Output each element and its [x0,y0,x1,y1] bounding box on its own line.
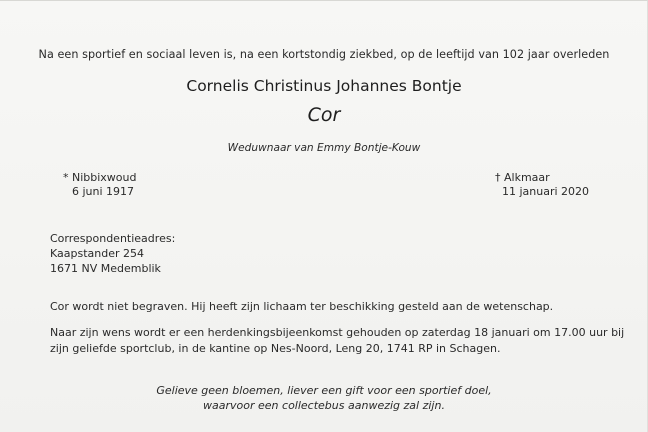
paragraph-memorial-line2: zijn geliefde sportclub, in de kantine op Nes-Noord, Leng 20, 1741 RP in Schagen. [50,342,501,355]
call-name: Cor [307,104,341,126]
intro-text: Na een sportief en sociaal leven is, na een kortstondig ziekbed, op de leeftijd van 102 jaar overleden [38,48,610,61]
closing-line1: Gelieve geen bloemen, liever een gift voor een sportief doel, [156,384,492,397]
correspondence-street: Kaapstander 254 [50,247,145,260]
full-name: Cornelis Christinus Johannes Bontje [186,77,462,95]
paragraph-not-buried: Cor wordt niet begraven. Hij heeft zijn lichaam ter beschikking gesteld aan de wetenschap. [50,300,554,313]
birth-place: * Nibbixwoud [63,171,137,184]
birth-date: 6 juni 1917 [72,185,135,198]
closing-line2: waarvoor een collectebus aanwezig zal zijn. [203,399,445,412]
correspondence-label: Correspondentieadres: [50,232,176,245]
paragraph-memorial-line1: Naar zijn wens wordt er een herdenkingsbijeenkomst gehouden op zaterdag 18 januari om 17.00 uur bij [50,326,625,339]
widower-line: Weduwnaar van Emmy Bontje-Kouw [227,142,421,154]
death-date: 11 januari 2020 [502,185,590,198]
correspondence-city: 1671 NV Medemblik [50,262,161,275]
death-place: † Alkmaar [495,171,550,184]
